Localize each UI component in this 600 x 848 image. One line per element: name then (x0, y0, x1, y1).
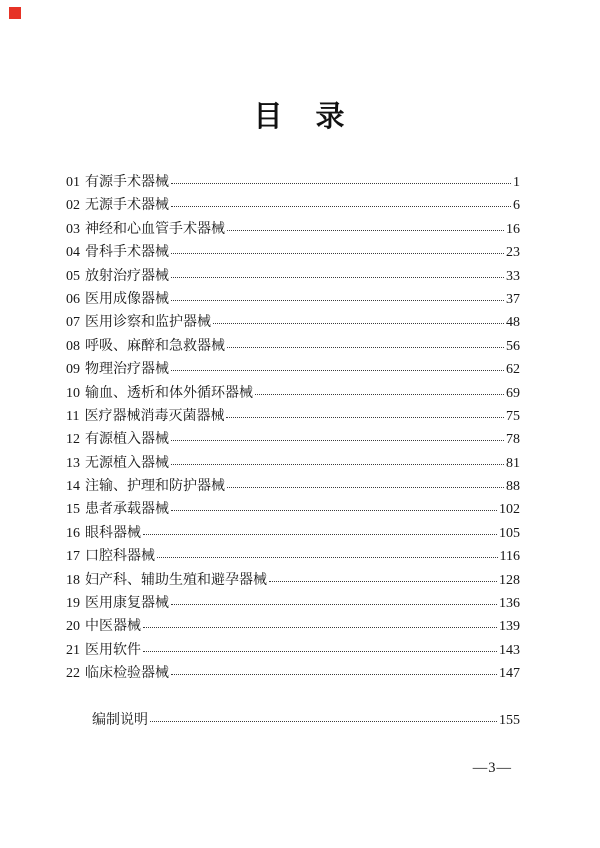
toc-entry-title: 医用成像器械 (85, 291, 169, 307)
toc-entry-number: 10 (66, 385, 80, 401)
toc-entry-title: 医用软件 (85, 642, 141, 658)
toc-leader-dots (171, 206, 511, 207)
toc-entry-title: 输血、透析和体外循环器械 (85, 385, 253, 401)
toc-entry-page: 69 (506, 385, 520, 401)
toc-entry (66, 475, 520, 498)
toc-entry-title: 眼科器械 (85, 525, 141, 541)
toc-entry-page: 33 (506, 268, 520, 284)
toc-entry (66, 498, 520, 521)
toc-leader-dots (171, 300, 504, 301)
toc-entry-page: 56 (506, 338, 520, 354)
toc-entry-number: 05 (66, 268, 80, 284)
toc-entry-title: 骨科手术器械 (85, 245, 169, 261)
toc-appendix-page: 155 (499, 712, 520, 728)
toc-leader-dots (143, 627, 497, 628)
toc-entry-number: 06 (66, 291, 80, 307)
toc-entry-page: 37 (506, 291, 520, 307)
toc-entry-title: 有源植入器械 (85, 432, 169, 448)
toc-entry-number: 09 (66, 362, 80, 378)
toc-entry-number: 08 (66, 338, 80, 354)
toc-leader-dots (227, 347, 504, 348)
toc-leader-dots (171, 277, 504, 278)
toc-entry (66, 288, 520, 311)
toc-entry-title: 有源手术器械 (85, 175, 169, 190)
toc-leader-dots (171, 604, 497, 605)
toc-entry-page: 1 (513, 175, 520, 190)
toc-entry (66, 265, 520, 288)
toc-entry-page: 139 (499, 619, 520, 635)
toc-leader-dots (171, 464, 504, 465)
red-corner-marker (9, 7, 21, 19)
toc-leader-dots (171, 510, 497, 511)
toc-entry (66, 194, 520, 217)
toc-leader-dots (227, 487, 504, 488)
toc-entry-title: 呼吸、麻醉和急救器械 (85, 338, 225, 354)
toc-leader-dots (269, 581, 497, 582)
toc-entry-page: 143 (499, 642, 520, 658)
toc-entry (66, 615, 520, 638)
toc-leader-dots (150, 721, 497, 722)
toc-leader-dots (171, 440, 504, 441)
toc-leader-dots (143, 651, 497, 652)
toc-entry-page: 16 (506, 221, 520, 237)
toc-leader-dots (226, 417, 504, 418)
toc-list (66, 171, 520, 686)
toc-entry (66, 358, 520, 381)
toc-leader-dots (227, 230, 504, 231)
toc-entry-title: 无源手术器械 (85, 198, 169, 214)
toc-entry (66, 522, 520, 545)
toc-entry (66, 545, 520, 568)
toc-leader-dots (171, 674, 497, 675)
toc-entry-number: 02 (66, 198, 80, 214)
toc-entry-page: 48 (506, 315, 520, 331)
toc-entry-number: 04 (66, 245, 80, 261)
toc-entry-title: 医用诊察和监护器械 (85, 315, 211, 331)
toc-entry-number: 12 (66, 432, 80, 448)
toc-leader-dots (143, 534, 497, 535)
toc-entry-page: 23 (506, 245, 520, 261)
toc-leader-dots (157, 557, 498, 558)
footer-page-number: —3— (472, 760, 512, 776)
toc-appendix-section (66, 686, 520, 732)
toc-entry-number: 01 (66, 175, 80, 190)
toc-entry (66, 171, 520, 194)
toc-entry-number: 17 (66, 549, 80, 565)
page-title: 目 录 (253, 101, 347, 133)
toc-entry-title: 医用康复器械 (85, 596, 169, 612)
toc-entry-number: 13 (66, 455, 80, 471)
toc-entry-number: 18 (66, 572, 80, 588)
toc-entry-title: 无源植入器械 (85, 455, 169, 471)
toc-leader-dots (171, 253, 504, 254)
toc-entry (66, 335, 520, 358)
toc-entry-title: 医疗器械消毒灭菌器械 (84, 408, 225, 424)
toc-entry-page: 88 (506, 479, 520, 495)
toc-entry (66, 592, 520, 615)
toc-entry (66, 218, 520, 241)
toc-entry (66, 428, 520, 451)
toc-appendix-entry (92, 709, 520, 732)
toc-entry-title: 放射治疗器械 (85, 268, 169, 284)
toc-entry-title: 注输、护理和防护器械 (85, 479, 225, 495)
toc-entry (66, 569, 520, 592)
toc-leader-dots (213, 323, 504, 324)
toc-entry-page: 62 (506, 362, 520, 378)
toc-entry-number: 16 (66, 525, 80, 541)
toc-entry-title: 神经和心血管手术器械 (85, 221, 225, 237)
toc-entry-number: 21 (66, 642, 80, 658)
toc-entry-number: 11 (66, 408, 80, 424)
toc-entry-page: 78 (506, 432, 520, 448)
toc-entry (66, 241, 520, 264)
toc-entry-number: 07 (66, 315, 80, 331)
toc-entry-title: 患者承载器械 (85, 502, 169, 518)
toc-entry (66, 382, 520, 405)
toc-entry-number: 20 (66, 619, 80, 635)
toc-entry-page: 102 (499, 502, 520, 518)
toc-entry-title: 口腔科器械 (85, 549, 155, 565)
toc-entry-page: 105 (499, 525, 520, 541)
toc-entry-title: 中医器械 (85, 619, 141, 635)
toc-entry-page: 147 (499, 666, 520, 682)
toc-entry (66, 452, 520, 475)
toc-entry-page: 75 (506, 408, 520, 424)
toc-entry-page: 136 (499, 596, 520, 612)
toc-entry (66, 662, 520, 685)
toc-entry-title: 妇产科、辅助生殖和避孕器械 (85, 572, 267, 588)
toc-entry-page: 6 (513, 198, 520, 214)
toc-entry-page: 128 (499, 572, 520, 588)
toc-entry-number: 15 (66, 502, 80, 518)
toc-entry-number: 14 (66, 479, 80, 495)
toc-entry (66, 311, 520, 334)
toc-leader-dots (171, 370, 504, 371)
toc-entry-title: 临床检验器械 (85, 666, 169, 682)
toc-entry (66, 405, 520, 428)
toc-entry-number: 22 (66, 666, 80, 682)
toc-appendix-title: 编制说明 (92, 712, 148, 728)
toc-entry-page: 116 (499, 549, 520, 565)
toc-entry-page: 81 (506, 455, 520, 471)
toc-entry (66, 639, 520, 662)
toc-leader-dots (255, 394, 504, 395)
toc-entry-number: 19 (66, 596, 80, 612)
toc-leader-dots (171, 183, 511, 184)
toc-entry-title: 物理治疗器械 (85, 362, 169, 378)
toc-entry-number: 03 (66, 221, 80, 237)
